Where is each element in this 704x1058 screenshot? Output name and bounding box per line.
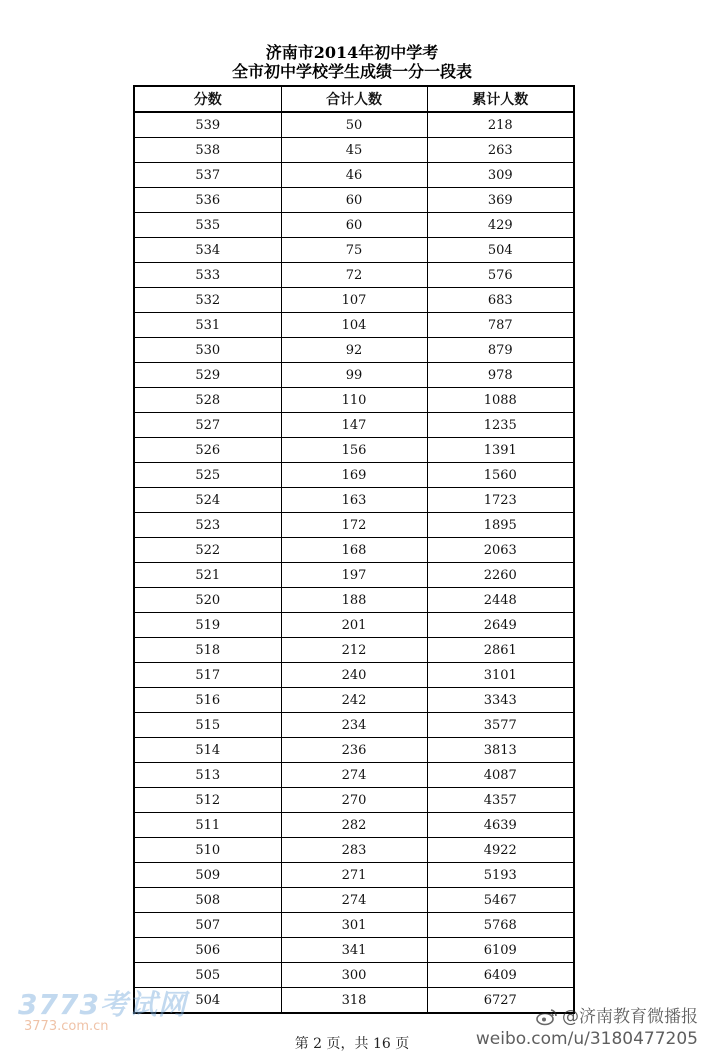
- cell-count: 301: [281, 913, 427, 938]
- cell-cumulative: 1723: [427, 488, 574, 513]
- cell-count: 99: [281, 363, 427, 388]
- cell-count: 172: [281, 513, 427, 538]
- cell-count: 188: [281, 588, 427, 613]
- table-row: [134, 838, 574, 863]
- cell-cumulative: 5768: [427, 913, 574, 938]
- cell-score: 511: [134, 813, 281, 838]
- cell-score: 533: [134, 263, 281, 288]
- cell-cumulative: 504: [427, 238, 574, 263]
- cell-cumulative: 2649: [427, 613, 574, 638]
- cell-cumulative: 6109: [427, 938, 574, 963]
- table-body: [134, 112, 574, 1013]
- page-footer: 第 2 页，共 16 页: [294, 1036, 410, 1052]
- table-row: [134, 638, 574, 663]
- cell-count: 212: [281, 638, 427, 663]
- cell-cumulative: 5193: [427, 863, 574, 888]
- table-row: [134, 963, 574, 988]
- cell-cumulative: 3101: [427, 663, 574, 688]
- cell-count: 156: [281, 438, 427, 463]
- cell-count: 236: [281, 738, 427, 763]
- table-row: [134, 213, 574, 238]
- cell-cumulative: 3813: [427, 738, 574, 763]
- cell-cumulative: 1088: [427, 388, 574, 413]
- table-row: [134, 463, 574, 488]
- cell-count: 271: [281, 863, 427, 888]
- cell-cumulative: 4922: [427, 838, 574, 863]
- table-row: [134, 413, 574, 438]
- table-row: [134, 563, 574, 588]
- cell-count: 147: [281, 413, 427, 438]
- cell-cumulative: 879: [427, 338, 574, 363]
- table-row: [134, 163, 574, 188]
- table-row: [134, 588, 574, 613]
- cell-count: 283: [281, 838, 427, 863]
- cell-score: 526: [134, 438, 281, 463]
- watermark-3773: [18, 990, 188, 1040]
- cell-cumulative: 429: [427, 213, 574, 238]
- table-row: [134, 763, 574, 788]
- table-row: [134, 713, 574, 738]
- cell-count: 110: [281, 388, 427, 413]
- cell-cumulative: 3577: [427, 713, 574, 738]
- cell-cumulative: 4357: [427, 788, 574, 813]
- document-title: 济南市2014年初中学考: [265, 43, 439, 62]
- column-header-cumulative: 累计人数: [427, 86, 574, 112]
- cell-count: 104: [281, 313, 427, 338]
- cell-score: 532: [134, 288, 281, 313]
- cell-count: 107: [281, 288, 427, 313]
- cell-score: 518: [134, 638, 281, 663]
- cell-cumulative: 2260: [427, 563, 574, 588]
- weibo-handle-text: @济南教育微播报: [562, 1007, 698, 1027]
- table-row: [134, 263, 574, 288]
- cell-cumulative: 3343: [427, 688, 574, 713]
- cell-count: 270: [281, 788, 427, 813]
- cell-cumulative: 309: [427, 163, 574, 188]
- cell-count: 234: [281, 713, 427, 738]
- cell-count: 168: [281, 538, 427, 563]
- cell-score: 537: [134, 163, 281, 188]
- score-distribution-table: [133, 85, 575, 1014]
- cell-count: 163: [281, 488, 427, 513]
- cell-count: 242: [281, 688, 427, 713]
- cell-cumulative: 2063: [427, 538, 574, 563]
- cell-count: 318: [281, 988, 427, 1014]
- table-row: [134, 788, 574, 813]
- table-row: [134, 138, 574, 163]
- cell-cumulative: 263: [427, 138, 574, 163]
- cell-score: 508: [134, 888, 281, 913]
- table-row: [134, 313, 574, 338]
- cell-cumulative: 576: [427, 263, 574, 288]
- cell-score: 536: [134, 188, 281, 213]
- table-row: [134, 188, 574, 213]
- cell-count: 75: [281, 238, 427, 263]
- cell-cumulative: 2448: [427, 588, 574, 613]
- cell-score: 520: [134, 588, 281, 613]
- cell-cumulative: 6727: [427, 988, 574, 1014]
- cell-count: 300: [281, 963, 427, 988]
- cell-cumulative: 1391: [427, 438, 574, 463]
- cell-score: 513: [134, 763, 281, 788]
- cell-cumulative: 4087: [427, 763, 574, 788]
- watermark-url-text: 3773.com.cn: [24, 1019, 109, 1034]
- cell-cumulative: 4639: [427, 813, 574, 838]
- cell-count: 274: [281, 763, 427, 788]
- cell-cumulative: 1895: [427, 513, 574, 538]
- table-row: [134, 438, 574, 463]
- cell-score: 504: [134, 988, 281, 1014]
- table-row: [134, 388, 574, 413]
- column-header-count: 合计人数: [281, 86, 427, 112]
- document-subtitle: 全市初中学校学生成绩一分一段表: [231, 62, 472, 81]
- cell-score: 509: [134, 863, 281, 888]
- cell-count: 72: [281, 263, 427, 288]
- table-row: [134, 913, 574, 938]
- cell-cumulative: 978: [427, 363, 574, 388]
- cell-score: 527: [134, 413, 281, 438]
- cell-count: 240: [281, 663, 427, 688]
- watermark-weibo: [476, 1006, 698, 1050]
- cell-score: 515: [134, 713, 281, 738]
- table-row: [134, 288, 574, 313]
- table-row: [134, 488, 574, 513]
- weibo-logo-icon: [536, 1008, 558, 1026]
- cell-cumulative: 1235: [427, 413, 574, 438]
- table-row: [134, 938, 574, 963]
- cell-score: 507: [134, 913, 281, 938]
- cell-count: 60: [281, 188, 427, 213]
- cell-score: 534: [134, 238, 281, 263]
- cell-count: 274: [281, 888, 427, 913]
- cell-score: 530: [134, 338, 281, 363]
- table-row: [134, 613, 574, 638]
- cell-score: 524: [134, 488, 281, 513]
- table-row: [134, 112, 574, 138]
- cell-count: 45: [281, 138, 427, 163]
- table-row: [134, 738, 574, 763]
- cell-score: 521: [134, 563, 281, 588]
- cell-count: 169: [281, 463, 427, 488]
- cell-count: 46: [281, 163, 427, 188]
- cell-count: 201: [281, 613, 427, 638]
- cell-cumulative: 2861: [427, 638, 574, 663]
- table-row: [134, 863, 574, 888]
- cell-cumulative: 787: [427, 313, 574, 338]
- cell-cumulative: 218: [427, 112, 574, 138]
- cell-score: 523: [134, 513, 281, 538]
- table-header-row: [134, 86, 574, 112]
- cell-score: 525: [134, 463, 281, 488]
- cell-count: 282: [281, 813, 427, 838]
- watermark-logo-text: 3773考试网: [18, 988, 187, 1021]
- cell-score: 529: [134, 363, 281, 388]
- cell-score: 510: [134, 838, 281, 863]
- column-header-score: 分数: [134, 86, 281, 112]
- cell-cumulative: 6409: [427, 963, 574, 988]
- cell-count: 92: [281, 338, 427, 363]
- table-row: [134, 663, 574, 688]
- cell-score: 539: [134, 112, 281, 138]
- table-row: [134, 363, 574, 388]
- cell-cumulative: 5467: [427, 888, 574, 913]
- cell-score: 516: [134, 688, 281, 713]
- cell-score: 528: [134, 388, 281, 413]
- cell-count: 50: [281, 112, 427, 138]
- weibo-url-text: weibo.com/u/3180477205: [475, 1029, 698, 1049]
- cell-cumulative: 1560: [427, 463, 574, 488]
- table-row: [134, 888, 574, 913]
- table-row: [134, 688, 574, 713]
- cell-score: 512: [134, 788, 281, 813]
- cell-count: 60: [281, 213, 427, 238]
- cell-score: 505: [134, 963, 281, 988]
- table-row: [134, 513, 574, 538]
- cell-score: 506: [134, 938, 281, 963]
- cell-score: 517: [134, 663, 281, 688]
- cell-score: 522: [134, 538, 281, 563]
- cell-count: 341: [281, 938, 427, 963]
- cell-score: 519: [134, 613, 281, 638]
- cell-score: 535: [134, 213, 281, 238]
- table-row: [134, 538, 574, 563]
- table-row: [134, 338, 574, 363]
- cell-count: 197: [281, 563, 427, 588]
- table-row: [134, 238, 574, 263]
- table-row: [134, 813, 574, 838]
- cell-score: 538: [134, 138, 281, 163]
- cell-cumulative: 683: [427, 288, 574, 313]
- cell-cumulative: 369: [427, 188, 574, 213]
- cell-score: 531: [134, 313, 281, 338]
- cell-score: 514: [134, 738, 281, 763]
